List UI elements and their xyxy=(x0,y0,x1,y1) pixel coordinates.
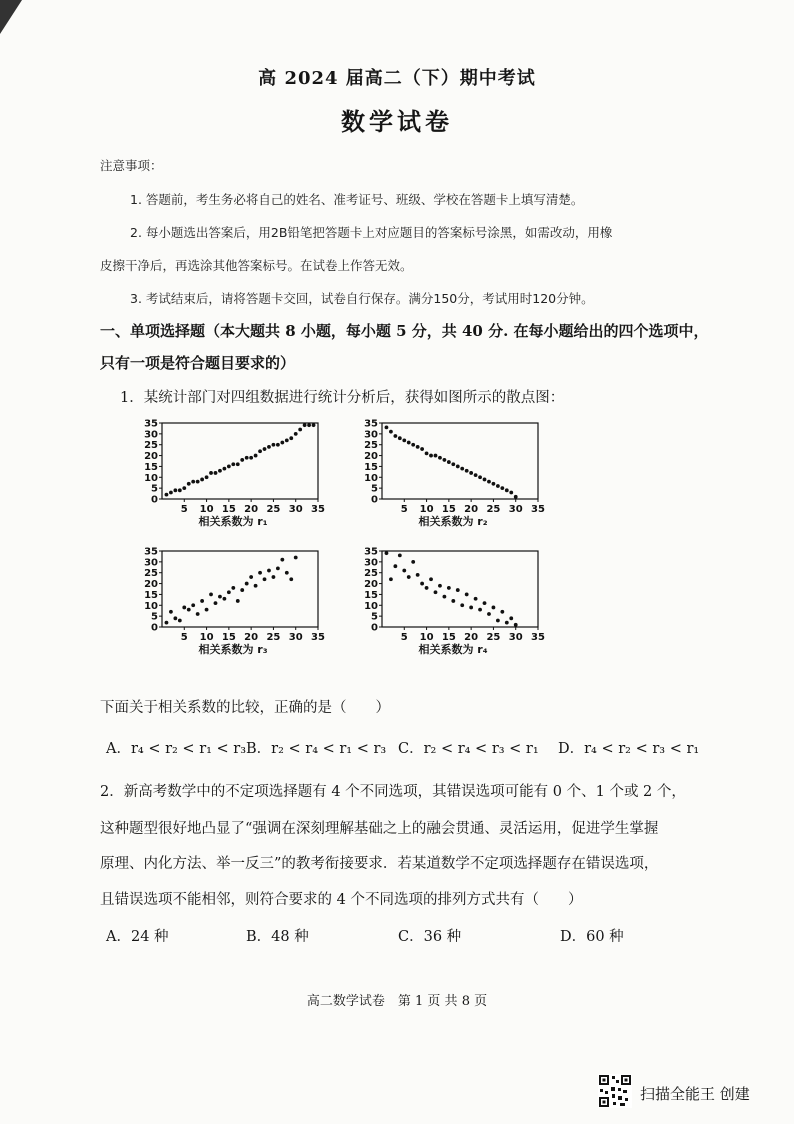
section-heading: 一、单项选择题（本大题共 8 小题，每小题 5 分，共 40 分. 在每小题给出的四个选项中， xyxy=(100,322,709,340)
data-point xyxy=(478,608,482,612)
data-point xyxy=(443,458,447,462)
scatter-plot-r4 xyxy=(358,545,548,657)
data-point xyxy=(465,469,469,473)
data-point xyxy=(451,462,455,466)
q1-option-d: D．r₄ < r₂ < r₃ < r₁ xyxy=(558,741,700,757)
data-point xyxy=(385,425,389,429)
q2-stem-line: 2．新高考数学中的不定项选择题有 4 个不同选项，其错误选项可能有 0 个、1 个或 2 个， xyxy=(100,784,686,800)
data-point xyxy=(514,495,518,499)
data-point xyxy=(434,454,438,458)
y-tick-label: 0 xyxy=(151,622,158,634)
y-tick-label: 35 xyxy=(144,546,158,558)
x-tick-label: 5 xyxy=(400,504,408,513)
notes-heading: 注意事项： xyxy=(100,158,163,173)
y-tick-label: 35 xyxy=(364,546,378,558)
q2-stem-line: 且错误选项不能相邻，则符合要求的 4 个不同选项的排列方式共有（ ） xyxy=(100,892,583,908)
data-point xyxy=(411,443,415,447)
data-point xyxy=(178,488,182,492)
y-tick-label: 10 xyxy=(144,600,158,612)
x-tick-label: 5 xyxy=(400,632,408,641)
note-item: 皮擦干净后，再选涂其他答案标号。在试卷上作答无效。 xyxy=(100,258,413,273)
q1-option-c: C．r₂ < r₄ < r₃ < r₁ xyxy=(398,741,539,757)
y-tick-label: 15 xyxy=(364,461,378,473)
x-tick-label: 20 xyxy=(464,632,479,641)
data-point xyxy=(173,488,177,492)
data-point xyxy=(285,438,289,442)
x-tick-label: 10 xyxy=(419,632,434,641)
y-tick-label: 30 xyxy=(364,557,378,569)
note-item: 2. 每小题选出答案后，用2B铅笔把答题卡上对应题目的答案标号涂黑，如需改动，用橡 xyxy=(130,225,613,240)
data-point xyxy=(505,488,509,492)
data-point xyxy=(289,436,293,440)
data-point xyxy=(420,447,424,451)
data-point xyxy=(276,566,280,570)
y-tick-label: 0 xyxy=(371,494,378,506)
y-tick-label: 20 xyxy=(144,579,158,591)
x-tick-label: 20 xyxy=(244,504,259,513)
plot-caption: 相关系数为 r₄ xyxy=(418,643,488,656)
data-point xyxy=(389,577,393,581)
data-point xyxy=(223,467,227,471)
scatter-svg xyxy=(358,417,548,513)
x-tick-label: 15 xyxy=(221,632,236,641)
data-point xyxy=(254,454,258,458)
data-point xyxy=(438,456,442,460)
x-tick-label: 5 xyxy=(180,504,188,513)
x-tick-label: 35 xyxy=(531,632,545,641)
x-tick-label: 10 xyxy=(199,632,214,641)
y-tick-label: 5 xyxy=(371,611,378,623)
data-point xyxy=(254,584,258,588)
scatter-svg xyxy=(138,545,328,641)
data-point xyxy=(272,443,276,447)
data-point xyxy=(245,456,249,460)
y-tick-label: 15 xyxy=(144,589,158,601)
data-point xyxy=(182,486,186,490)
x-tick-label: 10 xyxy=(199,504,214,513)
data-point xyxy=(285,571,289,575)
data-point xyxy=(214,601,218,605)
data-point xyxy=(429,454,433,458)
x-tick-label: 30 xyxy=(508,632,523,641)
q1-option-a: A．r₄ < r₂ < r₁ < r₃ xyxy=(106,741,247,757)
x-tick-label: 35 xyxy=(311,504,325,513)
scatter-plot-r3 xyxy=(138,545,328,657)
y-tick-label: 25 xyxy=(144,568,158,580)
y-tick-label: 25 xyxy=(144,440,158,452)
data-point xyxy=(447,460,451,464)
data-point xyxy=(474,597,478,601)
y-tick-label: 15 xyxy=(144,461,158,473)
scatter-plot-r2 xyxy=(358,417,548,529)
x-tick-label: 35 xyxy=(531,504,545,513)
data-point xyxy=(478,475,482,479)
data-point xyxy=(447,586,451,590)
scatter-svg xyxy=(358,545,548,641)
data-point xyxy=(200,478,204,482)
data-point xyxy=(469,471,473,475)
data-point xyxy=(205,608,209,612)
data-point xyxy=(407,575,411,579)
data-point xyxy=(469,606,473,610)
data-point xyxy=(209,471,213,475)
data-point xyxy=(272,575,276,579)
data-point xyxy=(165,621,169,625)
data-point xyxy=(169,491,173,495)
data-point xyxy=(218,595,222,599)
data-point xyxy=(465,593,469,597)
data-point xyxy=(474,473,478,477)
plot-caption: 相关系数为 r₂ xyxy=(418,515,488,528)
y-tick-label: 30 xyxy=(364,429,378,441)
data-point xyxy=(509,616,513,620)
scatter-svg xyxy=(138,417,328,513)
data-point xyxy=(200,599,204,603)
data-point xyxy=(173,616,177,620)
plot-caption: 相关系数为 r₁ xyxy=(198,515,268,528)
q1-question: 下面关于相关系数的比较，正确的是（ ） xyxy=(100,700,390,716)
data-point xyxy=(456,588,460,592)
y-tick-label: 35 xyxy=(144,418,158,430)
data-point xyxy=(218,469,222,473)
data-point xyxy=(496,484,500,488)
data-point xyxy=(487,612,491,616)
scanner-watermark: 扫描全能王 创建 xyxy=(640,1085,750,1103)
data-point xyxy=(249,575,253,579)
data-point xyxy=(223,597,227,601)
data-point xyxy=(263,577,267,581)
data-point xyxy=(487,480,491,484)
y-tick-label: 10 xyxy=(364,600,378,612)
data-point xyxy=(438,584,442,588)
y-tick-label: 5 xyxy=(151,611,158,623)
plot-frame xyxy=(162,551,318,627)
data-point xyxy=(425,586,429,590)
x-tick-label: 15 xyxy=(221,504,236,513)
data-point xyxy=(389,430,393,434)
data-point xyxy=(514,623,518,627)
data-point xyxy=(429,577,433,581)
exam-title: 高 2024 届高二（下）期中考试 xyxy=(258,68,536,89)
data-point xyxy=(509,491,513,495)
data-point xyxy=(280,558,284,562)
data-point xyxy=(398,436,402,440)
data-point xyxy=(231,586,235,590)
q1-stem: 1．某统计部门对四组数据进行统计分析后，获得如图所示的散点图： xyxy=(120,390,565,406)
section-heading-cont: 只有一项是符合题目要求的） xyxy=(100,354,296,372)
data-point xyxy=(267,569,271,573)
data-point xyxy=(402,438,406,442)
q2-option-b: B．48 种 xyxy=(246,929,309,945)
data-point xyxy=(178,619,182,623)
data-point xyxy=(385,551,389,555)
data-point xyxy=(420,582,424,586)
qr-code-icon xyxy=(598,1074,632,1108)
x-tick-label: 25 xyxy=(486,632,501,641)
data-point xyxy=(402,569,406,573)
data-point xyxy=(249,456,253,460)
y-tick-label: 30 xyxy=(144,429,158,441)
data-point xyxy=(289,577,293,581)
y-tick-label: 15 xyxy=(364,589,378,601)
page-footer: 高二数学试卷 第 1 页 共 8 页 xyxy=(306,994,488,1009)
data-point xyxy=(425,452,429,456)
data-point xyxy=(258,449,262,453)
data-point xyxy=(434,590,438,594)
data-point xyxy=(492,482,496,486)
data-point xyxy=(187,482,191,486)
x-tick-label: 15 xyxy=(441,504,456,513)
data-point xyxy=(214,471,218,475)
scan-corner-mark xyxy=(0,0,22,34)
data-point xyxy=(500,610,504,614)
data-point xyxy=(460,603,464,607)
q2-option-c: C．36 种 xyxy=(398,929,462,945)
x-tick-label: 25 xyxy=(266,632,281,641)
y-tick-label: 5 xyxy=(151,483,158,495)
data-point xyxy=(492,606,496,610)
plot-frame xyxy=(382,551,538,627)
data-point xyxy=(398,553,402,557)
subject-title: 数学试卷 xyxy=(341,107,453,136)
y-tick-label: 25 xyxy=(364,440,378,452)
data-point xyxy=(182,606,186,610)
data-point xyxy=(483,478,487,482)
y-tick-label: 10 xyxy=(364,472,378,484)
y-tick-label: 5 xyxy=(371,483,378,495)
data-point xyxy=(416,445,420,449)
y-tick-label: 0 xyxy=(151,494,158,506)
y-tick-label: 10 xyxy=(144,472,158,484)
data-point xyxy=(303,423,307,427)
x-tick-label: 15 xyxy=(441,632,456,641)
data-point xyxy=(263,447,267,451)
data-point xyxy=(298,428,302,432)
data-point xyxy=(191,603,195,607)
data-point xyxy=(187,608,191,612)
x-tick-label: 20 xyxy=(464,504,479,513)
scatter-plot-r1 xyxy=(138,417,328,529)
plot-caption: 相关系数为 r₃ xyxy=(198,643,268,656)
data-point xyxy=(500,486,504,490)
data-point xyxy=(312,423,316,427)
data-point xyxy=(451,599,455,603)
y-tick-label: 20 xyxy=(364,579,378,591)
y-tick-label: 25 xyxy=(364,568,378,580)
data-point xyxy=(276,443,280,447)
x-tick-label: 30 xyxy=(288,632,303,641)
data-point xyxy=(280,441,284,445)
x-tick-label: 10 xyxy=(419,504,434,513)
x-tick-label: 30 xyxy=(288,504,303,513)
y-tick-label: 20 xyxy=(144,451,158,463)
data-point xyxy=(245,582,249,586)
data-point xyxy=(393,434,397,438)
data-point xyxy=(191,480,195,484)
data-point xyxy=(294,556,298,560)
data-point xyxy=(294,432,298,436)
x-tick-label: 25 xyxy=(266,504,281,513)
data-point xyxy=(307,423,311,427)
data-point xyxy=(196,480,200,484)
x-tick-label: 35 xyxy=(311,632,325,641)
y-tick-label: 30 xyxy=(144,557,158,569)
data-point xyxy=(416,573,420,577)
data-point xyxy=(505,621,509,625)
x-tick-label: 30 xyxy=(508,504,523,513)
q2-stem-line: 这种题型很好地凸显了“强调在深刻理解基础之上的融会贯通、灵活运用，促进学生掌握 xyxy=(100,821,659,837)
y-tick-label: 20 xyxy=(364,451,378,463)
data-point xyxy=(496,619,500,623)
data-point xyxy=(165,493,169,497)
q1-option-b: B．r₂ < r₄ < r₁ < r₃ xyxy=(246,741,387,757)
x-tick-label: 25 xyxy=(486,504,501,513)
data-point xyxy=(236,599,240,603)
data-point xyxy=(267,445,271,449)
data-point xyxy=(205,475,209,479)
y-tick-label: 0 xyxy=(371,622,378,634)
data-point xyxy=(456,465,460,469)
q2-option-d: D．60 种 xyxy=(560,929,624,945)
x-tick-label: 20 xyxy=(244,632,259,641)
q2-stem-line: 原理、内化方法、举一反三”的教考衔接要求．若某道数学不定项选择题存在错误选项， xyxy=(100,856,659,872)
data-point xyxy=(169,610,173,614)
data-point xyxy=(411,560,415,564)
data-point xyxy=(407,441,411,445)
y-tick-label: 35 xyxy=(364,418,378,430)
data-point xyxy=(196,612,200,616)
note-item: 3. 考试结束后，请将答题卡交回，试卷自行保存。满分150分，考试用时120分钟。 xyxy=(130,291,594,306)
plot-frame xyxy=(382,423,538,499)
data-point xyxy=(240,588,244,592)
data-point xyxy=(483,601,487,605)
data-point xyxy=(236,462,240,466)
data-point xyxy=(240,458,244,462)
data-point xyxy=(443,595,447,599)
x-tick-label: 5 xyxy=(180,632,188,641)
note-item: 1. 答题前，考生务必将自己的姓名、准考证号、班级、学校在答题卡上填写清楚。 xyxy=(130,192,584,207)
data-point xyxy=(227,465,231,469)
data-point xyxy=(209,593,213,597)
data-point xyxy=(231,462,235,466)
q2-option-a: A．24 种 xyxy=(106,929,169,945)
data-point xyxy=(258,571,262,575)
data-point xyxy=(460,467,464,471)
data-point xyxy=(393,564,397,568)
data-point xyxy=(227,590,231,594)
